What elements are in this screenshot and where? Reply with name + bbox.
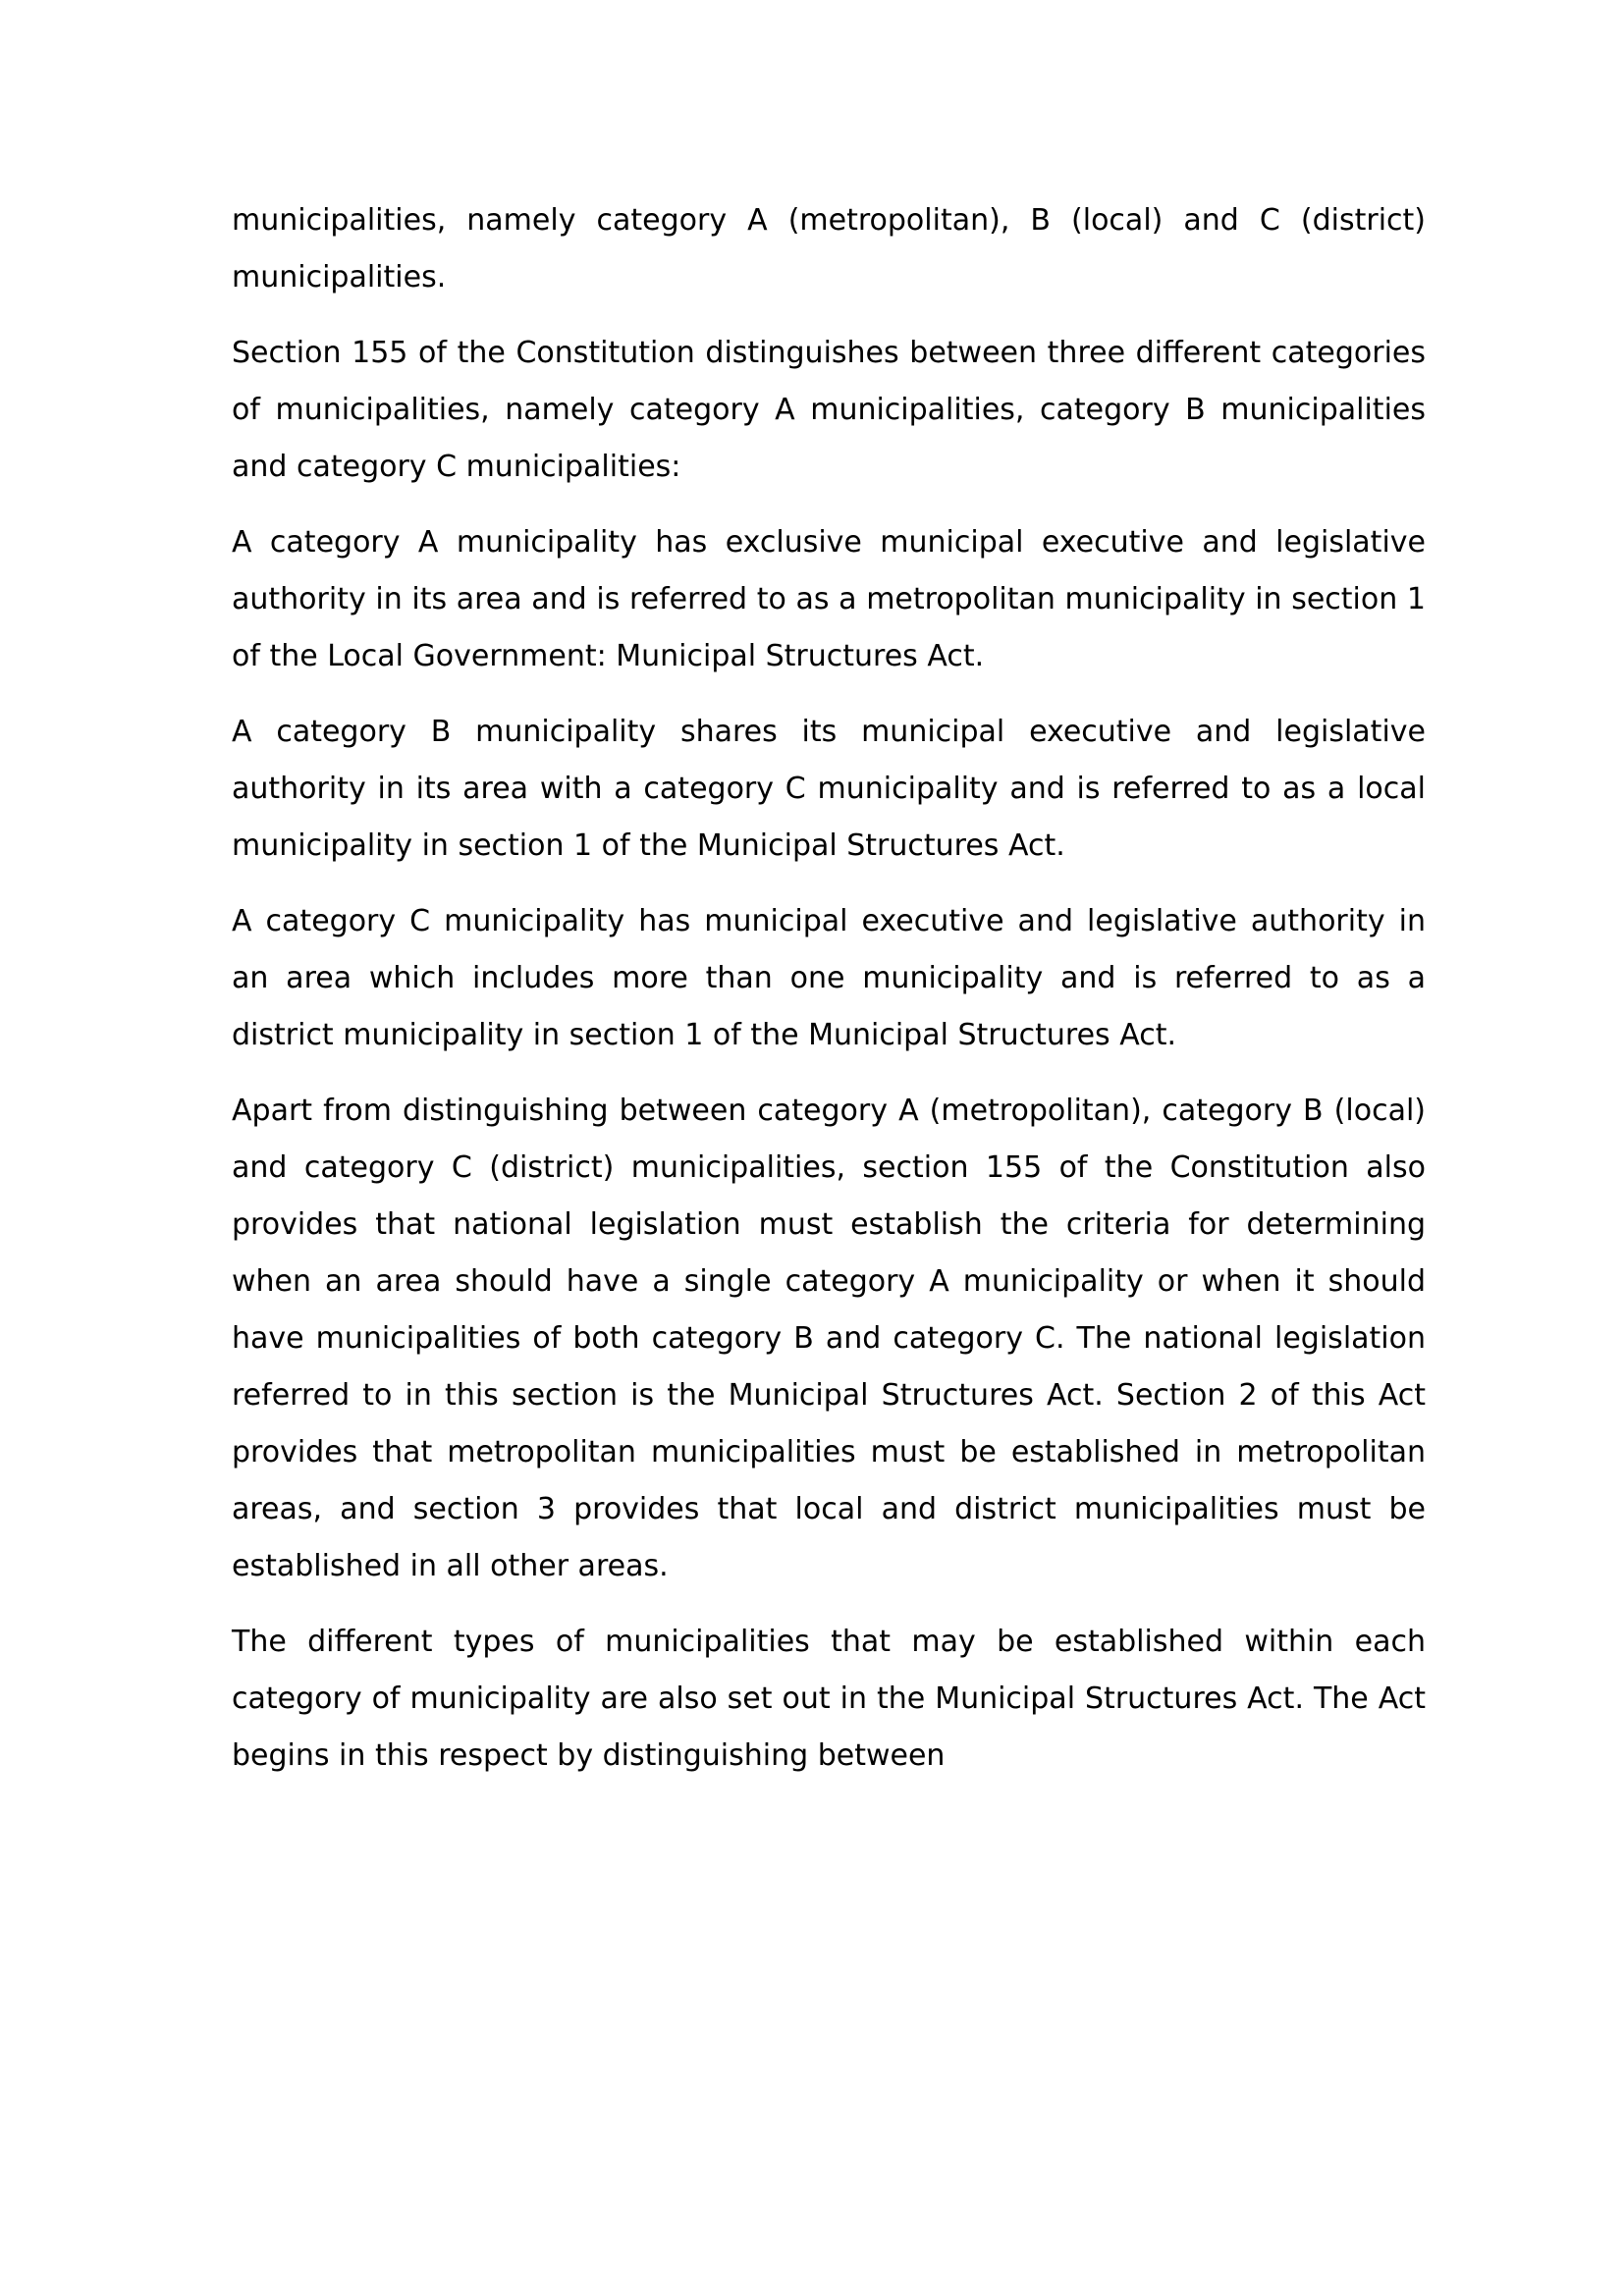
body-paragraph-2: Section 155 of the Constitution distinguishes between three different categories of municipalities, namely category A municipalities, category B municipalities and category C municipalities:: [232, 336, 1426, 484]
body-paragraph-1: municipalities, namely category A (metropolitan), B (local) and C (district) municipalities.: [232, 203, 1426, 294]
body-paragraph-7: The different types of municipalities that may be established within each category of municipality are also set out in the Municipal Structures Act. The Act begins in this respect by distinguishing between: [232, 1625, 1426, 1773]
body-text-column: [232, 192, 1426, 1785]
body-paragraph-3: A category A municipality has exclusive municipal executive and legislative authority in its area and is referred to as a metropolitan municipality in section 1 of the Local Government: Municipal Structures Act.: [232, 525, 1426, 673]
body-paragraph-6: Apart from distinguishing between category A (metropolitan), category B (local) and category C (district) municipalities, section 155 of the Constitution also provides that national legislation must establish the criteria for determining when an area should have a single category A municipality or when it should have municipalities of both category B and category C. The national legislation referred to in this section is the Municipal Structures Act. Section 2 of this Act provides that metropolitan municipalities must be established in metropolitan areas, and section 3 provides that local and district municipalities must be established in all other areas.: [232, 1094, 1426, 1583]
body-paragraph-4: A category B municipality shares its municipal executive and legislative authority in its area with a category C municipality and is referred to as a local municipality in section 1 of the Municipal Structures Act.: [232, 715, 1426, 863]
body-paragraph-5: A category C municipality has municipal executive and legislative authority in an area which includes more than one municipality and is referred to as a district municipality in section 1 of the Municipal Structures Act.: [232, 904, 1426, 1052]
